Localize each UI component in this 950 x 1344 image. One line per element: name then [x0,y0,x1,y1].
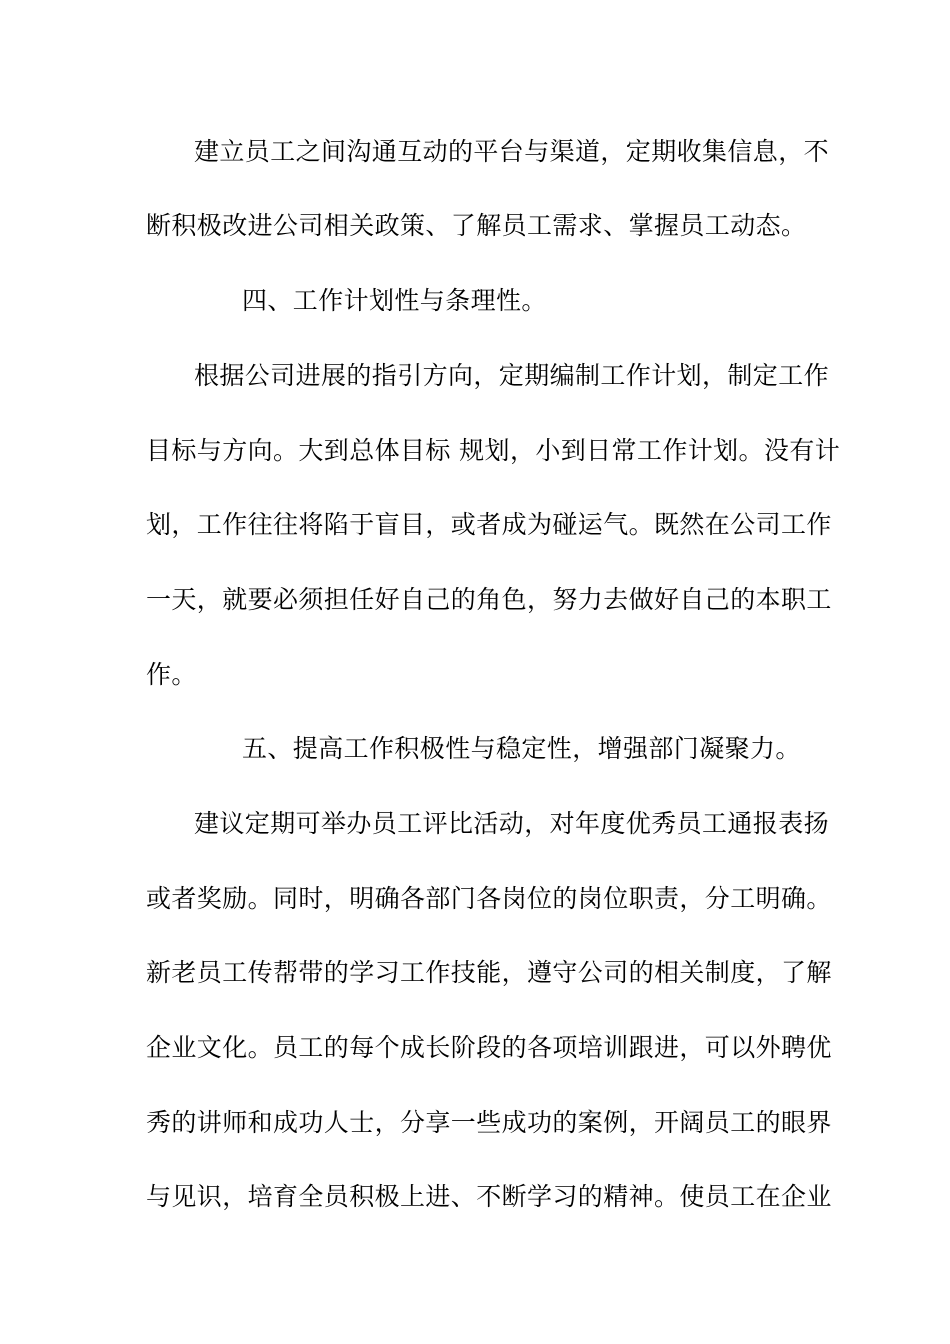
paragraph-line: 秀的讲师和成功人士，分享一些成功的案例，开阔员工的眼界 [146,1108,832,1137]
paragraph-line: 根据公司进展的指引方向，定期编制工作计划，制定工作 [194,361,830,390]
paragraph-line: 或者奖励。同时，明确各部门各岗位的岗位职责，分工明确。 [146,884,832,913]
paragraph-line: 新老员工传帮带的学习工作技能，遵守公司的相关制度，了解 [146,958,832,987]
paragraph-line: 目标与方向。大到总体目标 规划，小到日常工作计划。没有计 [146,436,841,465]
section-heading-4: 四、工作计划性与条理性。 [242,286,547,315]
paragraph-line: 作。 [146,660,197,689]
paragraph-line: 建议定期可举办员工评比活动，对年度优秀员工通报表扬 [194,809,830,838]
paragraph-line: 建立员工之间沟通互动的平台与渠道，定期收集信息，不 [194,137,830,166]
section-heading-5: 五、提高工作积极性与稳定性，增强部门凝聚力。 [242,734,801,763]
paragraph-line: 一天，就要必须担任好自己的角色，努力去做好自己的本职工 [146,585,832,614]
paragraph-line: 与见识，培育全员积极上进、不断学习的精神。使员工在企业 [146,1182,832,1211]
paragraph-line: 企业文化。员工的每个成长阶段的各项培训跟进，可以外聘优 [146,1033,832,1062]
paragraph-line: 划，工作往往将陷于盲目，或者成为碰运气。既然在公司工作 [146,510,832,539]
paragraph-line: 断积极改进公司相关政策、了解员工需求、掌握员工动态。 [146,211,807,240]
